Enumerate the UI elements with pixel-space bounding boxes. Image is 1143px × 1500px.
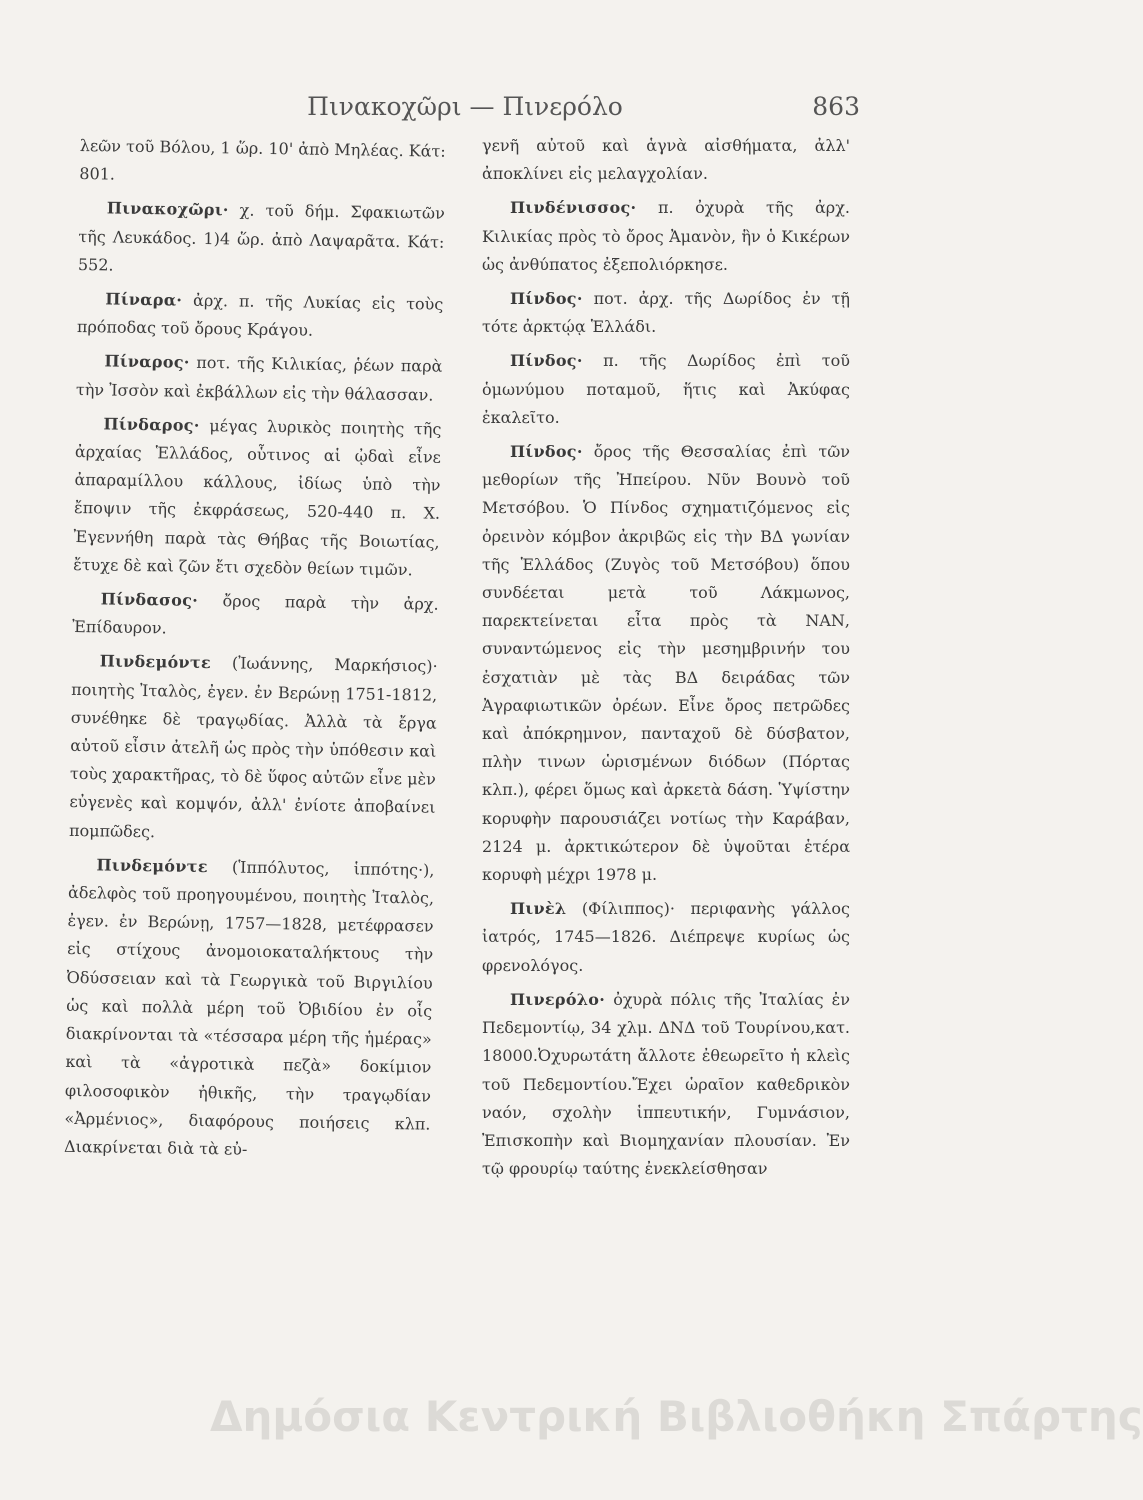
page-number: 863	[812, 92, 860, 121]
continuation-text: γενῆ αὐτοῦ καὶ ἁγνὰ αἰσθήματα, ἀλλ' ἀποκλίνει εἰς μελαγχολίαν.	[482, 136, 850, 184]
entry-body: χ. τοῦ δήμ. Σφακιωτῶν τῆς Λευκάδος. 1)4 ὥρ. ἀπὸ Λαψαρᾶτα. Κάτ: 552.	[77, 200, 445, 275]
dictionary-entry	[482, 986, 850, 1183]
dictionary-entry	[76, 347, 443, 409]
entry-body: ἀρχ. π. τῆς Λυκίας εἰς τοὺς πρόποδας τοῦ ὄρους Κράγου.	[76, 290, 444, 340]
entry-body: ποτ. τῆς Κιλικίας, ῥέων παρὰ τὴν Ἰσσὸν καὶ ἐκβάλλων εἰς τὴν θάλασσαν.	[75, 353, 443, 405]
entry-headword: Πίνδος·	[510, 442, 583, 462]
entry-body: π. ὀχυρὰ τῆς ἀρχ. Κιλικίας πρὸς τὸ ὄρος Ἀμανὸν, ἣν ὁ Κικέρων ὡς ἀνθύπατος ἐξεπολιόρκησε.	[482, 198, 850, 274]
entry-body: π. τῆς Δωρίδος ἐπὶ τοῦ ὁμωνύμου ποταμοῦ, ἥτις καὶ Ἀκύφας ἐκαλεῖτο.	[482, 351, 850, 427]
entry-headword: Πινδένισσος·	[510, 198, 637, 218]
dictionary-entry	[69, 647, 438, 850]
entry-body: (Φίλιππος)· περιφανὴς γάλλος ἰατρός, 1745—1826. Διέπρεψε κυρίως ὡς φρενολόγος.	[482, 899, 850, 975]
dictionary-entry	[482, 347, 850, 432]
dictionary-entry	[482, 895, 850, 980]
entry-body: (Ἰωάννης, Μαρκήσιος)· ποιητὴς Ἰταλὸς, ἐγεν. ἐν Βερώνῃ 1751-1812, συνέθηκε δὲ τραγῳδίας. Ἀλλὰ τὰ ἔργα αὐτοῦ εἶσιν ἀτελῆ ὡς πρὸς τὴν ὑπόθεσιν καὶ τοὺς χαρακτῆρας, τὸ δὲ ὕφος αὐτῶν εἶνε μὲν εὐγενὲς καὶ κομψόν, ἀλλ' ἐνίοτε ἀποβαίνει πομπῶδες.	[68, 653, 438, 841]
dictionary-entry	[482, 285, 850, 341]
entry-headword: Πίναρα·	[105, 289, 183, 310]
entry-body: μέγας λυρικὸς ποιητὴς τῆς ἀρχαίας Ἑλλάδος, οὗτινος αἱ ᾠδαὶ εἶνε ἀπαραμίλλου κάλλους, ἰδίως ὑπὸ τὴν ἔποψιν τῆς ἐκφράσεως, 520-440 π. Χ. Ἐγεννήθη παρὰ τὰς Θήβας τῆς Βοιωτίας, ἔτυχε δὲ καὶ ζῶν ἔτι σχεδὸν θείων τιμῶν.	[73, 415, 442, 580]
dictionary-entry	[78, 194, 445, 284]
entry-headword: Πίνδαρος·	[103, 414, 200, 435]
entry-headword: Πινδεμόντε	[99, 651, 212, 673]
entry-body: ὄρος τῆς Θεσσαλίας ἐπὶ τῶν μεθορίων τῆς Ἠπείρου. Νῦν Βουνὸ τοῦ Μετσόβου. Ὁ Πίνδος σχηματιζόμενος εἰς ὀρεινὸν κόμβον ἀκριβῶς εἰς τὴν ΒΔ γωνίαν τῆς Ἑλλάδος (Ζυγὸς τοῦ Μετσόβου) ὅπου συνδέεται μετὰ τοῦ Λάκμωνος, παρεκτείνεται εἶτα πρὸς τὰ ΝΑΝ, συναντώμενος εἰς τὴν μεσημβρινήν του ἐσχατιὰν μὲ τὰς ΒΔ δειράδας τῶν Ἀγραφιωτικῶν ὀρέων. Εἶνε ὄρος πετρῶδες καὶ ἀπόκρημνον, πανταχοῦ δὲ δύσβατον, πλὴν τινων ὡρισμένων διόδων (Πόρτας κλπ.), φέρει ὅμως καὶ ἀρκετὰ δάση. Ὑψίστην κορυφὴν παρουσιάζει νοτίως τὴν Καράβαν, 2124 μ. ἀρκτικώτερον δὲ ὑψοῦται ἑτέρα κορυφὴ μέχρι 1978 μ.	[482, 442, 850, 885]
entry-body: (Ἱππόλυτος, ἱππότης·), ἀδελφὸς τοῦ προηγουμένου, ποιητὴς Ἰταλὸς, ἐγεν. ἐν Βερώνῃ, 1757—1828, μετέφρασεν εἰς στίχους ἀνομοιοκαταλήκτους τὴν Ὀδύσσειαν καὶ τὰ Γεωργικὰ τοῦ Βιργιλίου ὡς καὶ πολλὰ μέρη τοῦ Ὀβιδίου ἐν οἷς διακρίνονται τὰ «τέσσαρα μέρη τῆς ἡμέρας» καὶ τὰ «ἀγροτικὰ πεζὰ» δοκίμιον φιλοσοφικὸν ἠθικῆς, τὴν τραγῳδίαν «Ἀρμένιος», διαφόρους ποιήσεις κλπ. Διακρίνεται διὰ τὰ εὐ-	[63, 856, 435, 1159]
running-title: Πινακοχῶρι — Πινερόλο	[307, 92, 623, 121]
dictionary-entry	[482, 194, 850, 279]
dictionary-entry	[64, 851, 435, 1167]
dictionary-entry	[482, 438, 850, 889]
entry-body: ὀχυρὰ πόλις τῆς Ἰταλίας ἐν Πεδεμοντίῳ, 34 χλμ. ΔΝΔ τοῦ Τουρίνου,κατ. 18000.Ὀχυρωτάτη ἄλλοτε ἐθεωρεῖτο ἡ κλεὶς τοῦ Πεδεμοντίου.Ἔχει ὡραῖον καθεδρικὸν ναόν, σχολὴν ἱππευτικήν, Γυμνάσιον, Ἐπισκοπὴν καὶ Βιομηχανίαν πλουσίαν. Ἐν τῷ φρουρίῳ ταύτης ἐνεκλείσθησαν	[482, 989, 850, 1179]
entry-headword: Πινερόλο·	[510, 989, 606, 1009]
entry-headword: Πίνδος·	[510, 289, 583, 309]
entry-headword: Πινὲλ	[510, 899, 567, 919]
entry-headword: Πίναρος·	[104, 351, 190, 373]
entry-headword: Πίνδος·	[510, 351, 583, 371]
entry-headword: Πινδεμόντε	[96, 855, 208, 876]
right-column	[482, 132, 850, 1282]
page-header	[0, 92, 1044, 132]
entry-headword: Πινακοχῶρι·	[106, 198, 229, 220]
library-watermark: Δημόσια Κεντρική Βιβλιοθήκη Σπάρτης	[210, 1392, 1143, 1441]
entry-body: ποτ. ἀρχ. τῆς Δωρίδος ἐν τῇ τότε ἀρκτῴᾳ Ἑλλάδι.	[482, 289, 850, 337]
dictionary-entry	[73, 410, 442, 585]
dictionary-entry	[77, 285, 444, 347]
continuation-text: λεῶν τοῦ Βόλου, 1 ὥρ. 10' ἀπὸ Μηλέας. Κάτ: 801.	[79, 135, 446, 184]
dictionary-entry	[72, 585, 439, 647]
entry-headword: Πίνδασος·	[100, 589, 199, 610]
left-column	[62, 132, 446, 1288]
entry-body: ὄρος παρὰ τὴν ἀρχ. Ἐπίδαυρον.	[72, 590, 439, 638]
